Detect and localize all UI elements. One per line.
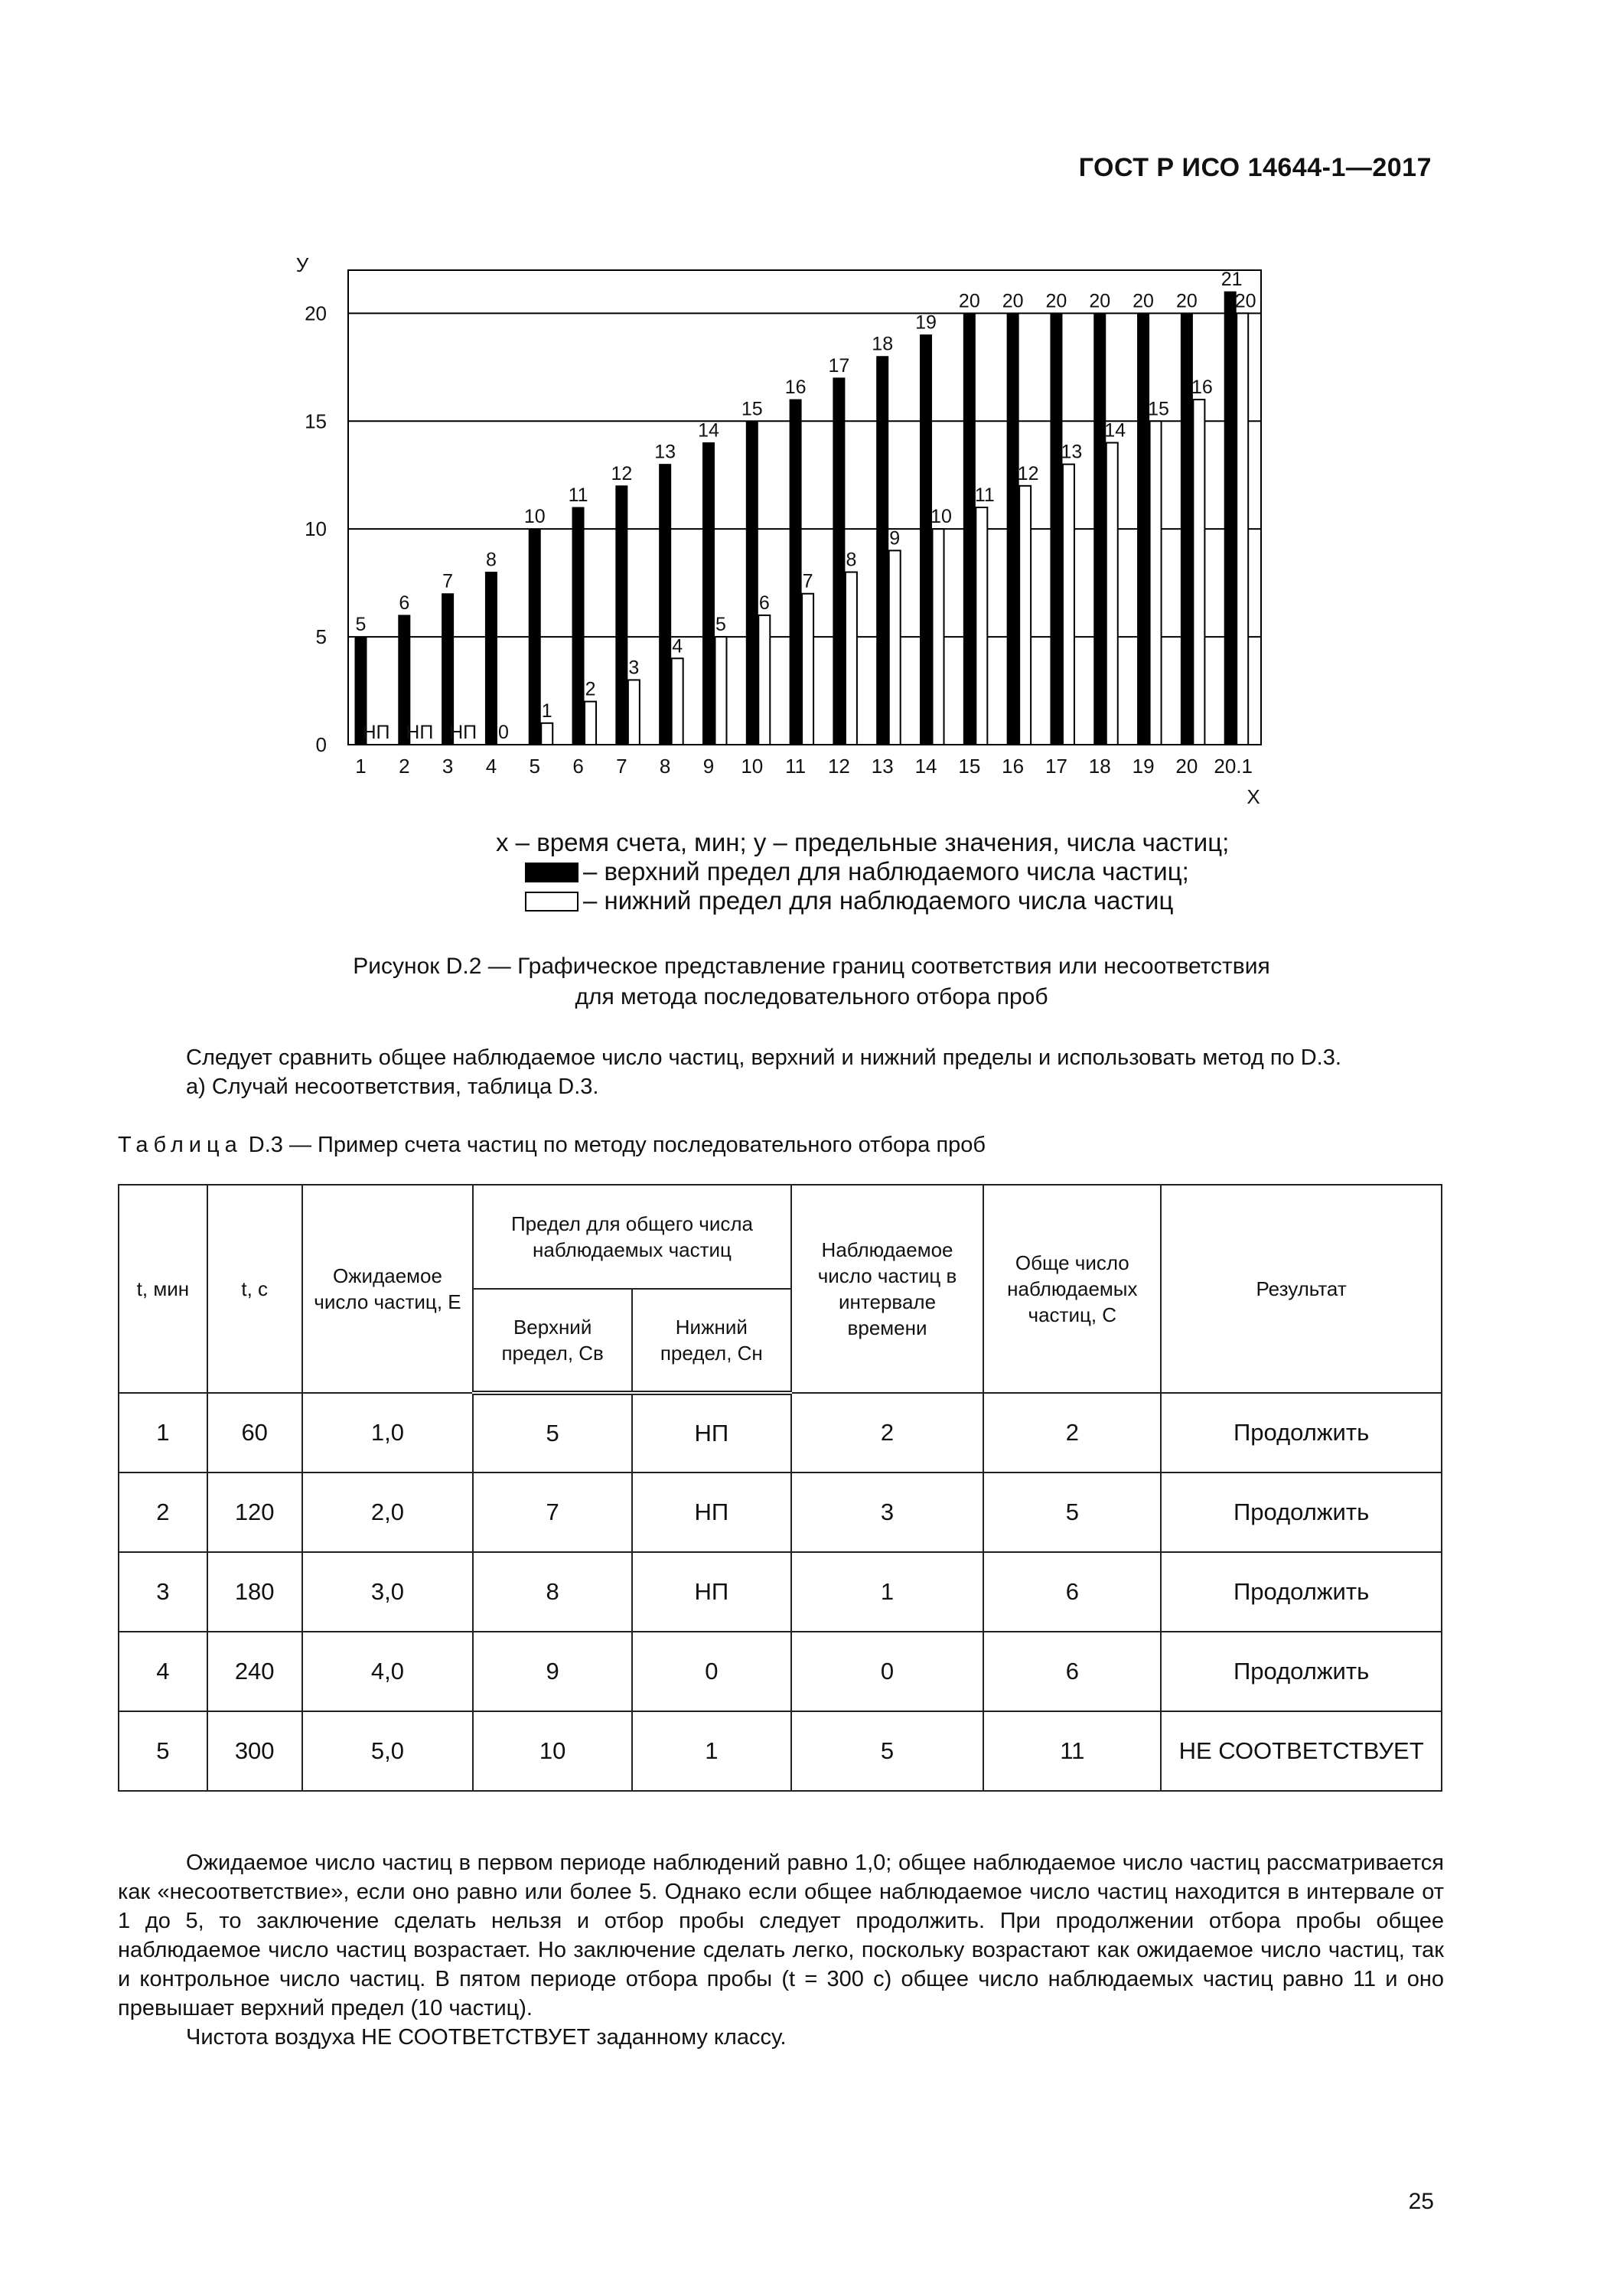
x-tick-label: 11 (785, 755, 807, 778)
x-tick-label: 17 (1045, 755, 1067, 778)
upper-limit-bar (1138, 313, 1149, 745)
cell-upper: 8 (473, 1552, 632, 1632)
standard-designation: ГОСТ Р ИСО 14644-1—2017 (1078, 153, 1432, 182)
upper-bar-label: 7 (442, 570, 454, 592)
upper-limit-bar (1051, 313, 1062, 745)
lower-limit-bar (1193, 400, 1204, 745)
cell-upper: 9 (473, 1632, 632, 1711)
upper-bar-label: 17 (828, 354, 850, 377)
x-tick-label: 19 (1132, 755, 1155, 778)
table-row (119, 1632, 1442, 1711)
x-tick-label: 12 (827, 755, 850, 778)
intro-line-1: Следует сравнить общее наблюдаемое число частиц, верхний и нижний пределы и использовать метод по D.3. (186, 1045, 1341, 1070)
lower-bar-label: 1 (541, 700, 552, 722)
header-limit-group: Предел для общего числа наблюдаемых частиц (473, 1185, 790, 1289)
lower-bar-label: 10 (930, 506, 952, 528)
header-total: Обще число наблюдаемых частиц, C (983, 1185, 1161, 1393)
x-tick-label: 8 (659, 755, 671, 778)
upper-bar-label: 15 (741, 398, 763, 420)
lower-limit-bar (1106, 442, 1118, 745)
lower-limit-bar (889, 550, 901, 745)
cell-total: 11 (983, 1711, 1161, 1791)
upper-bar-label: 10 (523, 506, 546, 528)
cell-t-min: 3 (119, 1552, 207, 1632)
conclusion: Чистота воздуха НЕ СООТВЕТСТВУЕТ заданному классу. (186, 2025, 787, 2050)
x-tick-label: 10 (741, 755, 764, 778)
upper-limit-bar (877, 357, 888, 745)
upper-bar-label: 20 (1175, 290, 1198, 312)
upper-bar-label: 5 (355, 614, 367, 636)
lower-limit-bar (933, 529, 944, 745)
x-tick-label: 4 (485, 755, 497, 778)
upper-bar-label: 12 (611, 462, 633, 484)
x-axis-label: Х (1247, 785, 1260, 808)
body-paragraph: Ожидаемое число частиц в первом периоде наблюдений равно 1,0; общее наблюдаемое число частиц рассматривается как «несоответствие», если оно равно или более 5. Однако если общее наблюдаемое число частиц находится в интервале от 1 до 5, то заключение сделать нельзя и отбор пробы следует продолжить. При продолжении отбора пробы общее наблюдаемое число частиц возрастает. Но заключение сделать легко, поскольку возрастают как ожидаемое число частиц, так и контрольное число частиц. В пятом периоде отбора пробы (t = 300 с) общее число наблюдаемых частиц равно 11 и оно превышает верхний предел (10 частиц). (118, 1851, 1444, 2020)
x-tick-label: 14 (914, 755, 937, 778)
cell-expected: 3,0 (302, 1552, 474, 1632)
legend-lower-label: – нижний предел для наблюдаемого числа частиц (583, 886, 1174, 915)
table-caption-word: Таблица (118, 1133, 243, 1157)
header-result: Результат (1161, 1185, 1442, 1393)
figure-caption-line-1: Рисунок D.2 — Графическое представление границ соответствия или несоответствия (353, 954, 1270, 979)
lower-limit-bar (715, 637, 726, 745)
upper-limit-bar (572, 507, 584, 745)
cell-t-s: 300 (207, 1711, 302, 1791)
lower-bar-label: 13 (1061, 441, 1083, 463)
upper-limit-bar (485, 572, 497, 745)
lower-bar-label: 3 (628, 657, 640, 679)
lower-bar-label: НП (449, 722, 477, 743)
lower-limit-bar (802, 594, 813, 745)
lower-bar-label: 20 (1234, 290, 1256, 312)
cell-result: Продолжить (1161, 1393, 1442, 1473)
lower-bar-label: 4 (672, 635, 683, 657)
figure-caption-line-2: для метода последовательного отбора проб (575, 984, 1048, 1009)
lower-limit-bar (541, 723, 552, 745)
upper-limit-bar (833, 378, 845, 745)
upper-bar-label: 20 (1133, 290, 1154, 312)
table-caption-text: D.3 — Пример счета частиц по методу последовательного отбора проб (242, 1133, 986, 1157)
cell-result: НЕ СООТВЕТСТВУЕТ (1161, 1711, 1442, 1791)
cell-observed: 0 (791, 1632, 984, 1711)
cell-result: Продолжить (1161, 1552, 1442, 1632)
lower-bar-label: 0 (497, 722, 509, 743)
upper-limit-bar (702, 442, 714, 745)
lower-limit-bar (1063, 465, 1074, 745)
x-tick-label: 9 (702, 755, 715, 778)
lower-limit-bar (628, 680, 640, 745)
header-upper: Верхний предел, Cв (473, 1289, 632, 1393)
upper-bar-label: 13 (654, 441, 676, 463)
y-axis-label: У (295, 253, 309, 276)
upper-limit-bar (529, 529, 540, 745)
upper-limit-bar (963, 313, 975, 745)
legend-axes-text: х – время счета, мин; у – предельные значения, числа частиц; (496, 828, 1230, 856)
lower-bar-label: 15 (1148, 398, 1169, 420)
y-tick-label: 15 (305, 409, 327, 433)
upper-bar-label: 6 (399, 592, 410, 614)
x-tick-label: 13 (871, 755, 894, 778)
cell-expected: 1,0 (302, 1393, 474, 1473)
lower-bar-label: 16 (1191, 377, 1213, 399)
y-tick-label: 0 (315, 733, 327, 756)
cell-lower: НП (632, 1393, 791, 1473)
lower-bar-label: 7 (802, 570, 813, 592)
cell-upper: 10 (473, 1711, 632, 1791)
x-tick-label: 16 (1002, 755, 1025, 778)
lower-bar-label: 8 (846, 549, 857, 571)
upper-limit-bar (1094, 313, 1106, 745)
cell-upper: 5 (473, 1393, 632, 1473)
upper-bar-label: 11 (568, 484, 588, 506)
cell-upper: 7 (473, 1473, 632, 1552)
cell-total: 2 (983, 1393, 1161, 1473)
header-expected: Ожидаемое число частиц, E (302, 1185, 474, 1393)
cell-expected: 2,0 (302, 1473, 474, 1552)
cell-lower: 0 (632, 1632, 791, 1711)
x-tick-label: 15 (958, 755, 981, 778)
cell-result: Продолжить (1161, 1632, 1442, 1711)
lower-limit-bar (585, 702, 596, 745)
page-number: 25 (1408, 2189, 1434, 2214)
header-t-s: t, с (207, 1185, 302, 1393)
cell-result: Продолжить (1161, 1473, 1442, 1552)
upper-bar-label: 21 (1221, 269, 1243, 291)
lower-bar-label: 2 (585, 678, 596, 700)
lower-limit-bar (846, 572, 857, 745)
lower-bar-label: 9 (889, 527, 901, 550)
table-caption (118, 1133, 986, 1158)
intro-line-2: а) Случай несоответствия, таблица D.3. (186, 1075, 599, 1099)
lower-bar-label: 6 (758, 592, 770, 614)
upper-limit-bar (921, 335, 932, 745)
lower-limit-bar (1019, 486, 1031, 745)
cell-t-s: 180 (207, 1552, 302, 1632)
header-t-min: t, мин (119, 1185, 207, 1393)
cell-expected: 4,0 (302, 1632, 474, 1711)
x-tick-label: 18 (1088, 755, 1111, 778)
cell-lower: 1 (632, 1711, 791, 1791)
upper-bar-label: 14 (698, 419, 719, 442)
upper-limit-bar (1224, 292, 1236, 745)
table-row (119, 1552, 1442, 1632)
header-observed: Наблюдаемое число частиц в интервале времени (791, 1185, 984, 1393)
legend-lower-swatch (525, 892, 578, 912)
x-tick-label: 2 (399, 755, 410, 778)
y-tick-label: 10 (305, 517, 327, 541)
y-tick-label: 5 (315, 625, 327, 649)
cell-t-s: 120 (207, 1473, 302, 1552)
lower-limit-bar (1237, 313, 1248, 745)
table-row (119, 1393, 1442, 1473)
upper-limit-bar (660, 465, 671, 745)
upper-limit-bar (746, 421, 758, 745)
cell-t-s: 60 (207, 1393, 302, 1473)
table-row (119, 1711, 1442, 1791)
cell-t-min: 4 (119, 1632, 207, 1711)
x-tick-label: 1 (355, 755, 367, 778)
x-tick-label: 7 (616, 755, 627, 778)
lower-bar-label: НП (362, 722, 390, 743)
upper-bar-label: 18 (872, 333, 894, 355)
lower-bar-label: НП (406, 722, 434, 743)
legend-upper (525, 857, 1189, 886)
lower-limit-bar (672, 658, 683, 745)
lower-bar-label: 14 (1104, 419, 1126, 442)
lower-bar-label: 11 (974, 484, 995, 506)
lower-limit-bar (1150, 421, 1162, 745)
cell-observed: 1 (791, 1552, 984, 1632)
cell-observed: 2 (791, 1393, 984, 1473)
header-lower: Нижний предел, Cн (632, 1289, 791, 1393)
upper-limit-bar (790, 400, 801, 745)
upper-bar-label: 20 (958, 290, 980, 312)
lower-bar-label: 5 (715, 614, 726, 636)
lower-limit-bar (758, 615, 770, 745)
cell-t-min: 5 (119, 1711, 207, 1791)
cell-total: 6 (983, 1632, 1161, 1711)
upper-bar-label: 20 (1089, 290, 1111, 312)
y-tick-label: 20 (305, 302, 327, 325)
x-tick-label: 5 (529, 755, 540, 778)
bar-chart (260, 245, 1278, 811)
legend-upper-label: – верхний предел для наблюдаемого числа частиц; (583, 857, 1189, 885)
upper-bar-label: 19 (915, 311, 937, 334)
x-tick-label: 6 (572, 755, 584, 778)
x-tick-label: 20 (1175, 755, 1198, 778)
cell-t-min: 2 (119, 1473, 207, 1552)
cell-lower: НП (632, 1552, 791, 1632)
table-row (119, 1473, 1442, 1552)
cell-observed: 3 (791, 1473, 984, 1552)
x-tick-label: 3 (442, 755, 454, 778)
upper-bar-label: 8 (485, 549, 497, 571)
lower-bar-label: 12 (1017, 462, 1039, 484)
legend-lower (525, 886, 1173, 915)
cell-observed: 5 (791, 1711, 984, 1791)
cell-t-s: 240 (207, 1632, 302, 1711)
upper-limit-bar (1007, 313, 1018, 745)
lower-limit-bar (976, 507, 987, 745)
upper-bar-label: 20 (1045, 290, 1067, 312)
cell-lower: НП (632, 1473, 791, 1552)
cell-t-min: 1 (119, 1393, 207, 1473)
cell-expected: 5,0 (302, 1711, 474, 1791)
upper-limit-bar (616, 486, 627, 745)
cell-total: 6 (983, 1552, 1161, 1632)
upper-bar-label: 16 (784, 377, 807, 399)
x-tick-label: 20.1 (1214, 755, 1253, 778)
particle-count-table (118, 1184, 1442, 1792)
upper-bar-label: 20 (1002, 290, 1024, 312)
legend-upper-swatch (525, 863, 578, 882)
cell-total: 5 (983, 1473, 1161, 1552)
